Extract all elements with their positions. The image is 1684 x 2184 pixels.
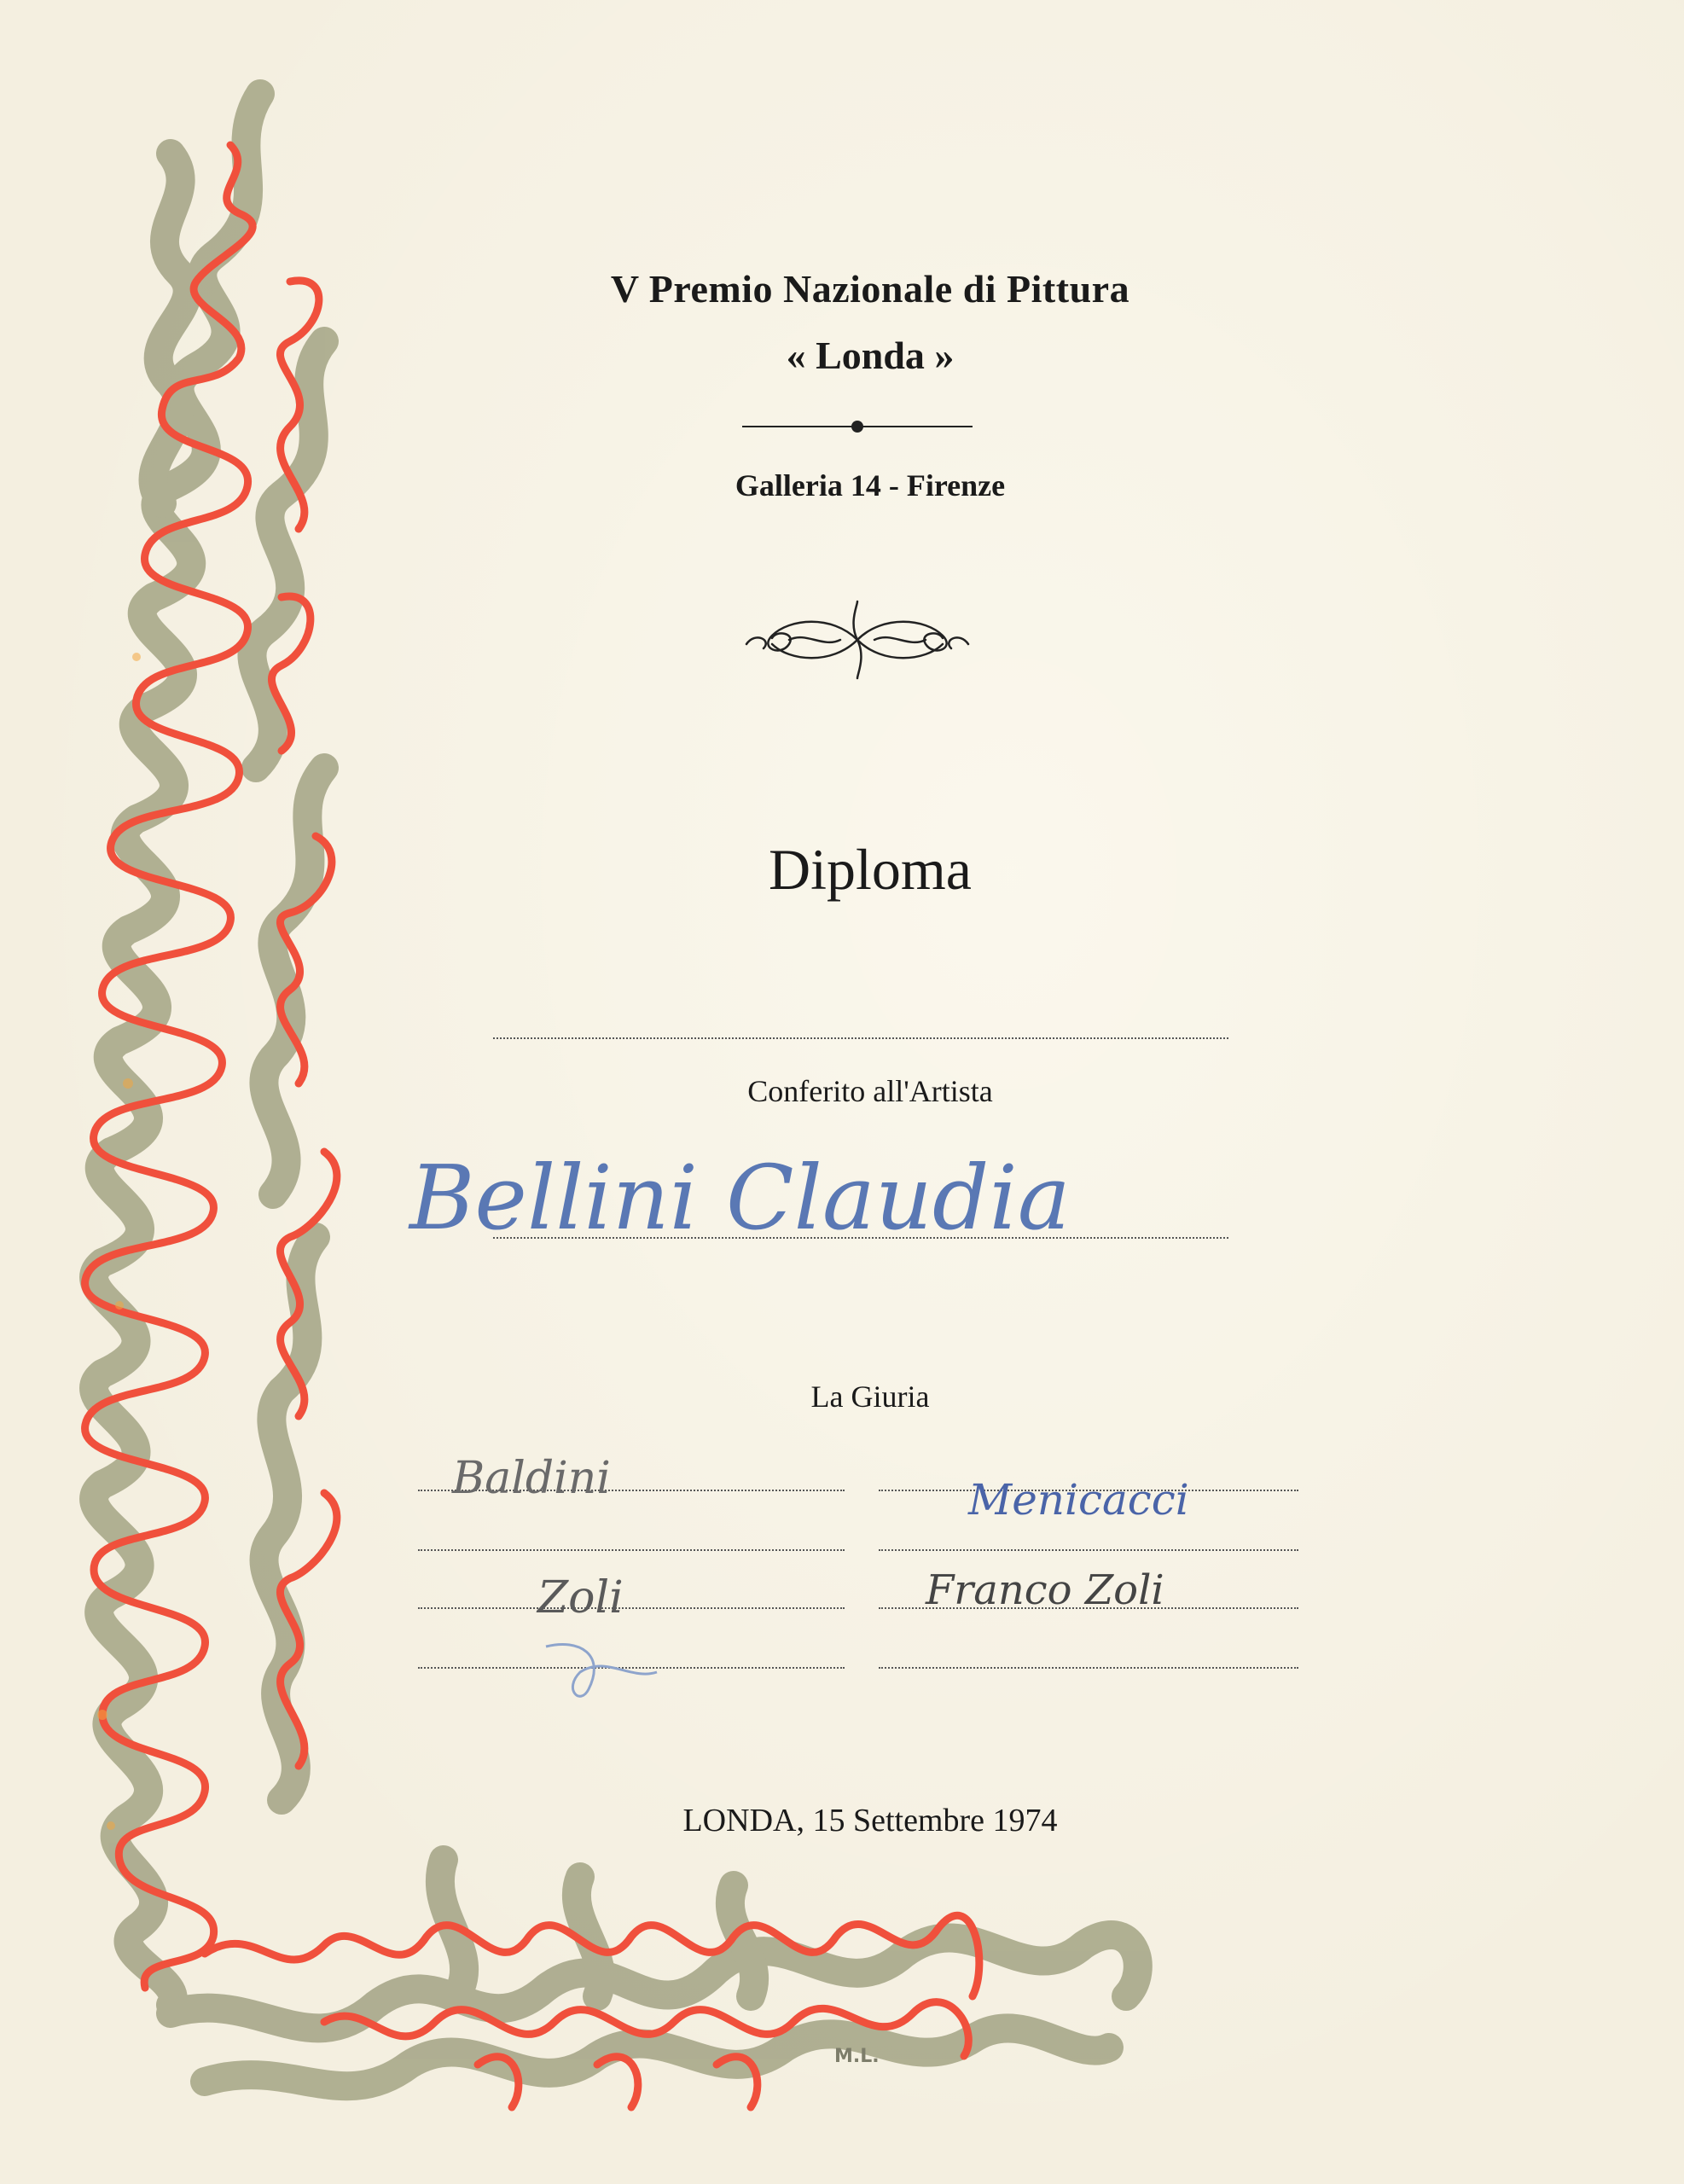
- diploma-heading: Diploma: [769, 837, 972, 902]
- title-line-1: V Premio Nazionale di Pittura: [610, 267, 1130, 311]
- jury-signature-1-text: Baldini: [452, 1453, 611, 1504]
- jury-line-8: [879, 1667, 1298, 1669]
- place-date: LONDA, 15 Settembre 1974: [682, 1803, 1058, 1838]
- title-line-2: « Londa »: [786, 334, 955, 377]
- jury-label: La Giuria: [810, 1380, 930, 1414]
- jury-signature-2-text: Menicacci: [968, 1475, 1189, 1525]
- jury-line-3: [418, 1549, 845, 1551]
- artist-signature-text: Bellini Claudia: [409, 1146, 1071, 1250]
- jury-signature-4-text: Franco Zoli: [926, 1566, 1164, 1614]
- conferred-label: Conferito all'Artista: [747, 1074, 993, 1108]
- artist-name-line: [493, 1237, 1228, 1239]
- jury-signature-3-text: Zoli: [537, 1572, 624, 1623]
- flourish-ornament: [738, 597, 977, 682]
- dotted-line: [493, 1037, 1228, 1039]
- title-separator: [742, 418, 973, 435]
- venue-label: Galleria 14 - Firenze: [735, 468, 1006, 502]
- jury-signature-2: [960, 1467, 1284, 1544]
- jury-signature-1: [444, 1442, 700, 1519]
- jury-line-4: [879, 1549, 1298, 1551]
- jury-signature-4: [917, 1553, 1207, 1629]
- artist-monogram: M.L.: [834, 2046, 880, 2067]
- artist-signature: [401, 1109, 1220, 1263]
- jury-signature-3: [529, 1553, 768, 1706]
